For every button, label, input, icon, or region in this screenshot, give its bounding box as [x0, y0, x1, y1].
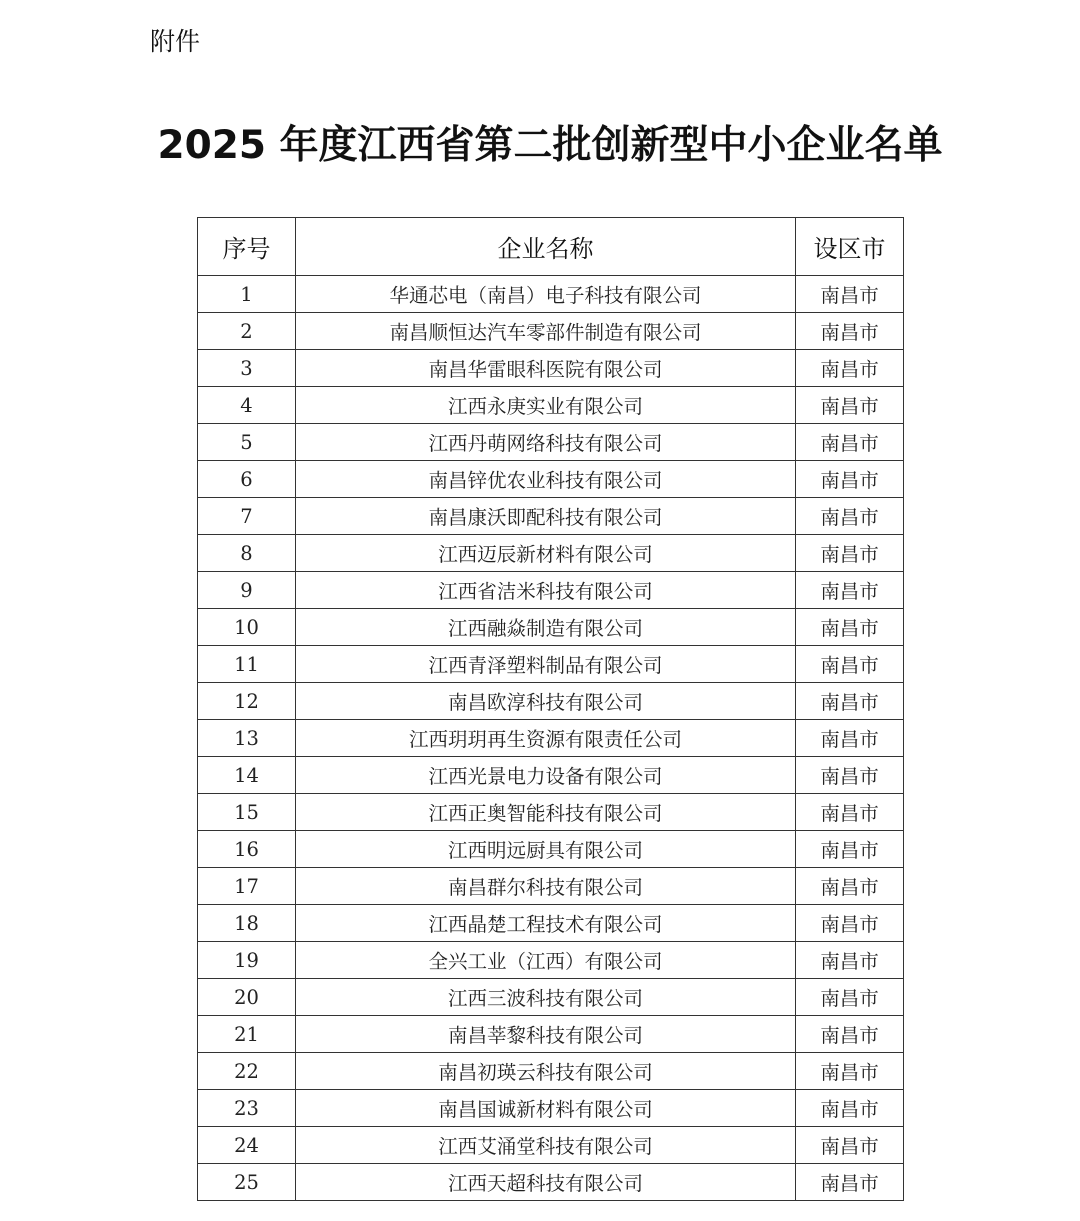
company-name-cell: 江西三波科技有限公司	[296, 979, 796, 1016]
company-name-cell: 江西晶楚工程技术有限公司	[296, 905, 796, 942]
table-row	[198, 572, 904, 609]
table-row	[198, 1016, 904, 1053]
table-row	[198, 461, 904, 498]
header-serial: 序号	[198, 218, 296, 276]
table-row	[198, 646, 904, 683]
city-cell: 南昌市	[796, 276, 904, 313]
city-cell: 南昌市	[796, 609, 904, 646]
serial-cell: 8	[198, 535, 296, 572]
city-cell: 南昌市	[796, 794, 904, 831]
company-name-cell: 江西丹萌网络科技有限公司	[296, 424, 796, 461]
city-cell: 南昌市	[796, 387, 904, 424]
city-cell: 南昌市	[796, 831, 904, 868]
table-row	[198, 868, 904, 905]
serial-cell: 13	[198, 720, 296, 757]
serial-cell: 11	[198, 646, 296, 683]
city-cell: 南昌市	[796, 498, 904, 535]
city-cell: 南昌市	[796, 1090, 904, 1127]
table-row	[198, 1127, 904, 1164]
company-name-cell: 江西迈辰新材料有限公司	[296, 535, 796, 572]
company-name-cell: 江西天超科技有限公司	[296, 1164, 796, 1201]
table-row	[198, 794, 904, 831]
header-company-name: 企业名称	[296, 218, 796, 276]
city-cell: 南昌市	[796, 683, 904, 720]
company-name-cell: 南昌群尔科技有限公司	[296, 868, 796, 905]
table-row	[198, 424, 904, 461]
table-header-row	[198, 218, 904, 276]
company-name-cell: 江西融焱制造有限公司	[296, 609, 796, 646]
serial-cell: 15	[198, 794, 296, 831]
table-row	[198, 905, 904, 942]
city-cell: 南昌市	[796, 424, 904, 461]
serial-cell: 19	[198, 942, 296, 979]
document-title: 2025 年度江西省第二批创新型中小企业名单	[157, 123, 943, 168]
table-row	[198, 1164, 904, 1201]
company-name-cell: 江西明远厨具有限公司	[296, 831, 796, 868]
serial-cell: 21	[198, 1016, 296, 1053]
serial-cell: 1	[198, 276, 296, 313]
serial-cell: 4	[198, 387, 296, 424]
serial-cell: 10	[198, 609, 296, 646]
serial-cell: 6	[198, 461, 296, 498]
table-row	[198, 942, 904, 979]
company-name-cell: 江西永庚实业有限公司	[296, 387, 796, 424]
city-cell: 南昌市	[796, 572, 904, 609]
company-name-cell: 南昌莘黎科技有限公司	[296, 1016, 796, 1053]
company-name-cell: 江西青泽塑料制品有限公司	[296, 646, 796, 683]
city-cell: 南昌市	[796, 535, 904, 572]
company-name-cell: 江西省洁米科技有限公司	[296, 572, 796, 609]
serial-cell: 7	[198, 498, 296, 535]
serial-cell: 22	[198, 1053, 296, 1090]
city-cell: 南昌市	[796, 979, 904, 1016]
header-city: 设区市	[796, 218, 904, 276]
table-row	[198, 979, 904, 1016]
city-cell: 南昌市	[796, 868, 904, 905]
company-name-cell: 江西光景电力设备有限公司	[296, 757, 796, 794]
serial-cell: 16	[198, 831, 296, 868]
serial-cell: 2	[198, 313, 296, 350]
serial-cell: 5	[198, 424, 296, 461]
table-row	[198, 1090, 904, 1127]
table-row	[198, 757, 904, 794]
city-cell: 南昌市	[796, 757, 904, 794]
enterprise-list-table	[197, 217, 904, 1201]
company-name-cell: 南昌康沃即配科技有限公司	[296, 498, 796, 535]
serial-cell: 3	[198, 350, 296, 387]
city-cell: 南昌市	[796, 313, 904, 350]
serial-cell: 14	[198, 757, 296, 794]
table-row	[198, 387, 904, 424]
company-name-cell: 南昌欧淳科技有限公司	[296, 683, 796, 720]
table-row	[198, 498, 904, 535]
company-name-cell: 南昌华雷眼科医院有限公司	[296, 350, 796, 387]
table-row	[198, 720, 904, 757]
table-row	[198, 1053, 904, 1090]
serial-cell: 23	[198, 1090, 296, 1127]
table-row	[198, 683, 904, 720]
city-cell: 南昌市	[796, 1164, 904, 1201]
city-cell: 南昌市	[796, 461, 904, 498]
company-name-cell: 南昌锌优农业科技有限公司	[296, 461, 796, 498]
serial-cell: 17	[198, 868, 296, 905]
company-name-cell: 南昌初瑛云科技有限公司	[296, 1053, 796, 1090]
serial-cell: 25	[198, 1164, 296, 1201]
serial-cell: 20	[198, 979, 296, 1016]
city-cell: 南昌市	[796, 1016, 904, 1053]
city-cell: 南昌市	[796, 1053, 904, 1090]
serial-cell: 9	[198, 572, 296, 609]
table-row	[198, 535, 904, 572]
city-cell: 南昌市	[796, 646, 904, 683]
table-row	[198, 313, 904, 350]
serial-cell: 12	[198, 683, 296, 720]
city-cell: 南昌市	[796, 720, 904, 757]
table-row	[198, 831, 904, 868]
company-name-cell: 南昌顺恒达汽车零部件制造有限公司	[296, 313, 796, 350]
company-name-cell: 江西玥玥再生资源有限责任公司	[296, 720, 796, 757]
serial-cell: 18	[198, 905, 296, 942]
company-name-cell: 全兴工业（江西）有限公司	[296, 942, 796, 979]
table-row	[198, 276, 904, 313]
serial-cell: 24	[198, 1127, 296, 1164]
company-name-cell: 华通芯电（南昌）电子科技有限公司	[296, 276, 796, 313]
city-cell: 南昌市	[796, 942, 904, 979]
company-name-cell: 江西正奥智能科技有限公司	[296, 794, 796, 831]
city-cell: 南昌市	[796, 350, 904, 387]
company-name-cell: 江西艾涌堂科技有限公司	[296, 1127, 796, 1164]
attachment-label: 附件	[150, 27, 201, 56]
table-row	[198, 350, 904, 387]
city-cell: 南昌市	[796, 905, 904, 942]
table-row	[198, 609, 904, 646]
company-name-cell: 南昌国诚新材料有限公司	[296, 1090, 796, 1127]
city-cell: 南昌市	[796, 1127, 904, 1164]
